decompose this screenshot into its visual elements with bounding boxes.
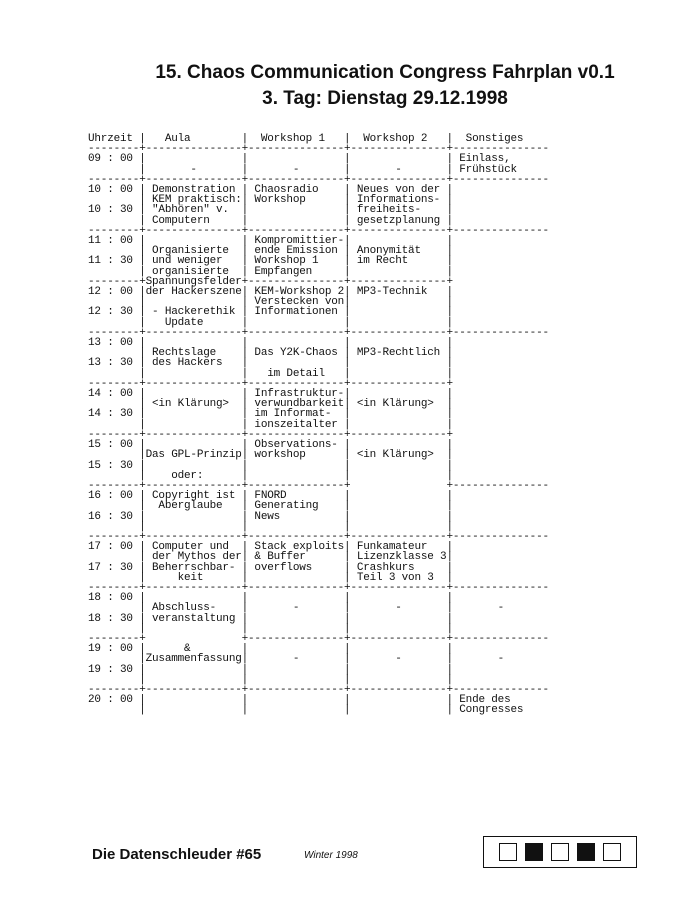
- schedule-line: | organisierte | Empfangen | |: [139, 265, 453, 278]
- schedule-table: [88, 134, 549, 716]
- schedule-line: --------+---------------+---------------+---------------+---------------: [88, 581, 549, 594]
- schedule-line: 12 : 30 | - Hackerethik | Informationen | |: [88, 306, 453, 319]
- schedule-line: | Rechtslage | Das Y2K-Chaos | MP3-Rechtlich |: [139, 347, 453, 360]
- schedule-line: 15 : 00 | | Observations- | |: [88, 439, 453, 452]
- schedule-line: --------+---------------+---------------+ +---------------: [88, 479, 549, 492]
- schedule-line: 10 : 30 | "Abhören" v. | | freiheits- |: [88, 204, 453, 217]
- schedule-line: | | | |: [139, 673, 453, 686]
- empty-square-icon: [603, 843, 621, 861]
- schedule-line: --------+---------------+---------------+---------------+---------------: [88, 530, 549, 543]
- empty-square-icon: [551, 843, 569, 861]
- issue-date: Winter 1998: [304, 850, 358, 861]
- schedule-line: | | im Detail | |: [139, 367, 453, 380]
- schedule-line: 18 : 00 | | | |: [88, 592, 453, 605]
- schedule-line: 18 : 30 | veranstaltung | | |: [88, 612, 453, 625]
- schedule-line: | | Verstecken von| |: [139, 296, 453, 309]
- decorative-box-row: [483, 836, 637, 868]
- schedule-line: 14 : 30 | | im Informat- | |: [88, 408, 453, 421]
- schedule-line: | | | |: [139, 622, 453, 635]
- filled-square-icon: [525, 843, 543, 861]
- schedule-line: --------+---------------+---------------+---------------+---------------: [88, 173, 549, 186]
- schedule-line: --------+---------------+---------------+---------------+---------------: [88, 326, 549, 339]
- filled-square-icon: [577, 843, 595, 861]
- schedule-line: Uhrzeit | Aula | Workshop 1 | Workshop 2 | Sonstiges: [88, 133, 524, 145]
- schedule-line: 12 : 00 |der Hackerszene| KEM-Workshop 2| MP3-Technik |: [88, 286, 453, 299]
- schedule-line: --------+---------------+---------------+---------------+: [88, 428, 453, 441]
- page-title: 15. Chaos Communication Congress Fahrplan v0.1: [155, 62, 615, 83]
- empty-square-icon: [499, 843, 517, 861]
- schedule-line: | | ionszeitalter | |: [139, 418, 453, 431]
- schedule-line: --------+---------------+---------------+---------------+---------------: [88, 224, 549, 237]
- schedule-line: | Computern | | gesetzplanung |: [139, 214, 453, 227]
- schedule-line: | Aberglaube | Generating | |: [139, 500, 453, 513]
- schedule-line: --------+Spannungsfelder+---------------+---------------+: [88, 275, 453, 288]
- schedule-line: | Organisierte | ende Emission | Anonymität |: [139, 245, 453, 258]
- schedule-line: 16 : 00 | Copyright ist | FNORD | |: [88, 490, 453, 503]
- schedule-line: 17 : 30 | Beherrschbar- | overflows | Crashkurs |: [88, 561, 453, 574]
- schedule-line: | - | - | - | Frühstück: [139, 163, 517, 176]
- schedule-line: | | | | Congresses: [139, 704, 524, 717]
- schedule-line: --------+---------------+---------------+---------------+: [88, 377, 453, 390]
- schedule-line: 13 : 30 | des Hackers | | |: [88, 357, 453, 370]
- schedule-line: | Abschluss- | - | - | -: [139, 602, 505, 615]
- schedule-line: |Das GPL-Prinzip| workshop | <in Klärung> |: [139, 449, 453, 462]
- page-subtitle: 3. Tag: Dienstag 29.12.1998: [262, 88, 508, 109]
- schedule-line: 19 : 00 | & | | |: [88, 643, 453, 656]
- schedule-line: | oder: | | |: [139, 469, 453, 482]
- schedule-line: | keit | | Teil 3 von 3 |: [139, 571, 453, 584]
- page-title-block: [0, 60, 700, 112]
- publication-name: Die Datenschleuder #65: [92, 846, 262, 863]
- schedule-line: | der Mythos der| & Buffer | Lizenzklasse 3|: [139, 551, 453, 564]
- schedule-line: |Zusammenfassung| - | - | -: [139, 653, 505, 666]
- schedule-line: 11 : 00 | | Kompromittier-| |: [88, 235, 453, 248]
- schedule-line: --------+ +---------------+---------------+---------------: [88, 632, 549, 645]
- schedule-line: 14 : 00 | | Infrastruktur-| |: [88, 388, 453, 401]
- schedule-line: 13 : 00 | | | |: [88, 337, 453, 350]
- schedule-line: 15 : 30 | | | |: [88, 459, 453, 472]
- schedule-line: 16 : 30 | | News | |: [88, 510, 453, 523]
- schedule-line: 10 : 00 | Demonstration | Chaosradio | Neues von der |: [88, 184, 453, 197]
- schedule-line: 19 : 30 | | | |: [88, 663, 453, 676]
- schedule-line: 20 : 00 | | | | Ende des: [88, 694, 511, 707]
- schedule-line: | KEM praktisch:| Workshop | Informations- |: [139, 194, 453, 207]
- schedule-line: 11 : 30 | und weniger | Workshop 1 | im Recht |: [88, 255, 453, 268]
- schedule-line: 17 : 00 | Computer und | Stack exploits| Funkamateur |: [88, 541, 453, 554]
- schedule-line: | | | |: [139, 520, 453, 533]
- schedule-line: --------+---------------+---------------+---------------+---------------: [88, 143, 549, 156]
- schedule-line: | Update | | |: [139, 316, 453, 329]
- schedule-line: 09 : 00 | | | | Einlass,: [88, 153, 511, 166]
- schedule-line: --------+---------------+---------------+---------------+---------------: [88, 683, 549, 696]
- schedule-line: | <in Klärung> | verwundbarkeit| <in Klärung> |: [139, 398, 453, 411]
